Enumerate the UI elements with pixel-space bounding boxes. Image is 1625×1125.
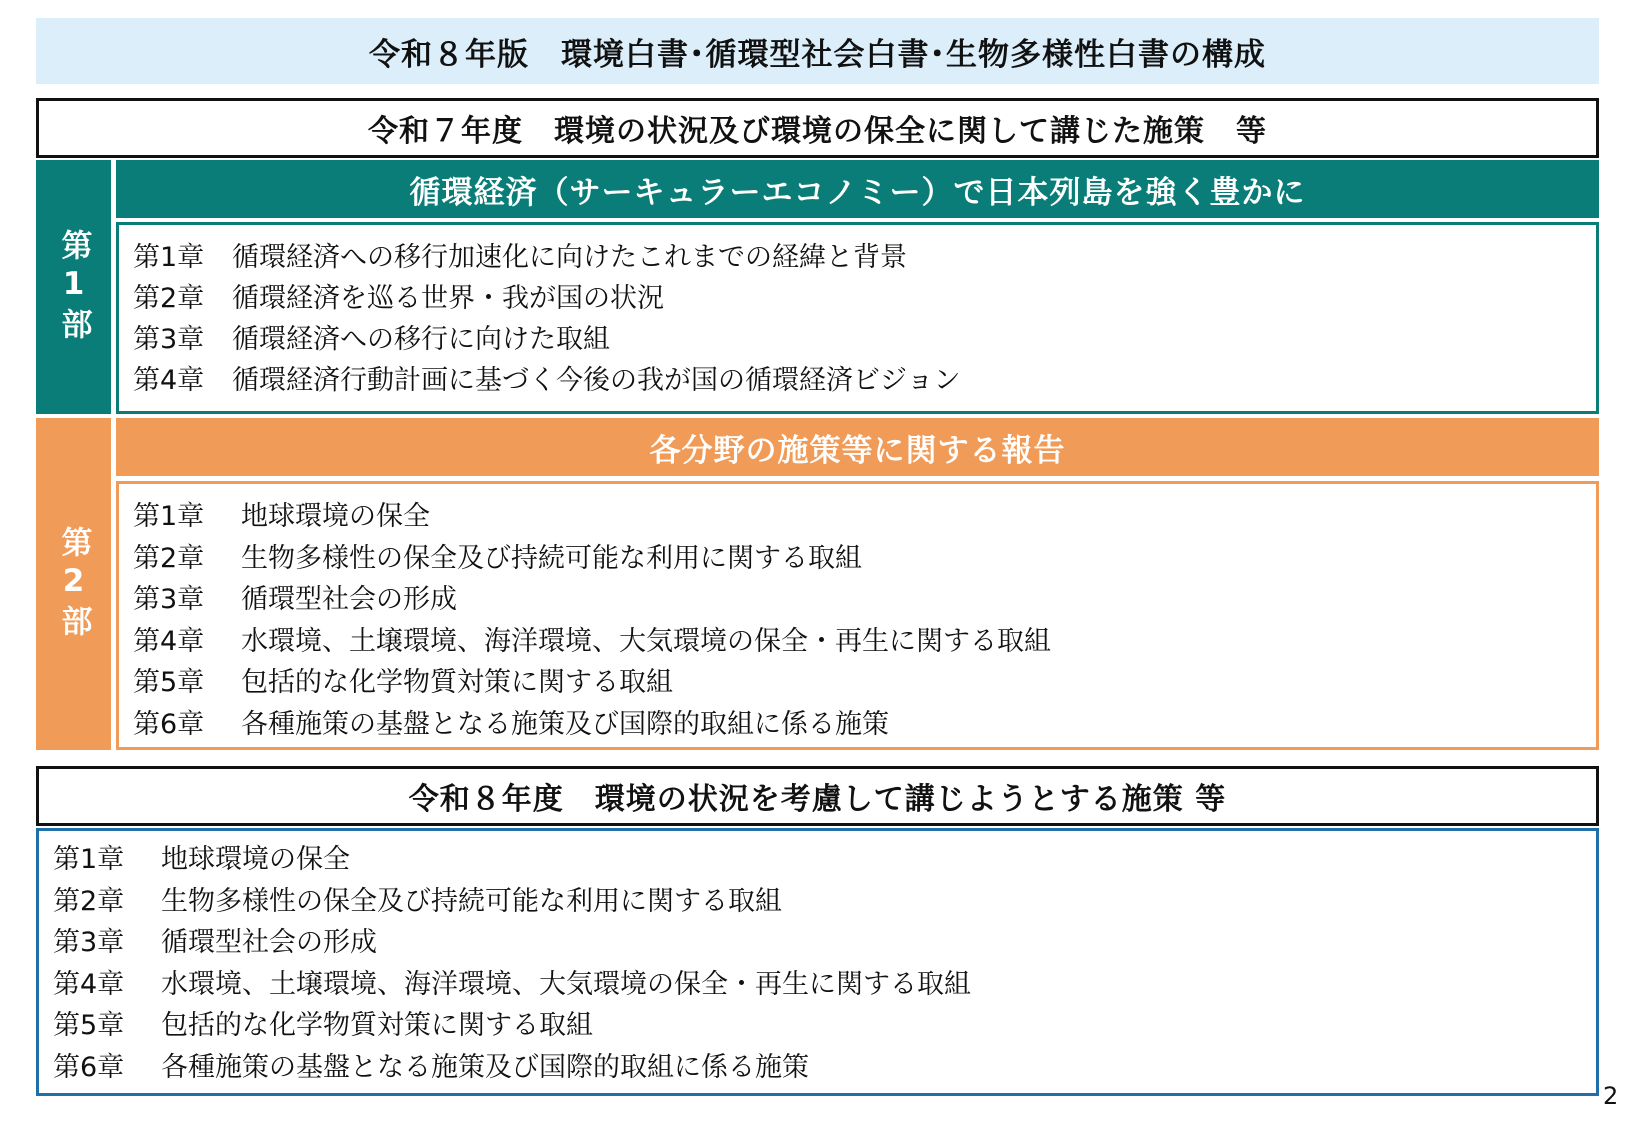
chapter-title: 生物多様性の保全及び持続可能な利用に関する取組 (161, 885, 782, 917)
section-header-fy7: 令和７年度 環境の状況及び環境の保全に関して講じた施策 等 (36, 98, 1599, 158)
chapter-title: 包括的な化学物質対策に関する取組 (241, 667, 673, 698)
part-2-label-text: 第2部 (55, 526, 92, 642)
part-1-label (36, 160, 111, 414)
chapter-item (53, 881, 1582, 923)
chapter-title: 循環経済への移行加速化に向けたこれまでの経緯と背景 (232, 242, 907, 273)
chapter-item (53, 839, 1582, 881)
chapter-number: 第4章 (133, 365, 205, 396)
chapter-number: 第4章 (133, 625, 205, 657)
page-number: 2 (1603, 1082, 1619, 1110)
chapter-title: 循環経済を巡る世界・我が国の状況 (232, 283, 664, 314)
section-2-chapter-list (36, 828, 1599, 1096)
part-1-banner: 循環経済（サーキュラーエコノミー）で日本列島を強く豊かに (116, 160, 1599, 218)
chapter-number: 第5章 (133, 667, 205, 698)
chapter-title: 地球環境の保全 (241, 501, 430, 532)
chapter-number: 第2章 (53, 885, 125, 917)
part-2-label (36, 418, 111, 750)
chapter-title: 循環経済行動計画に基づく今後の我が国の循環経済ビジョン (232, 365, 961, 396)
chapter-item (133, 662, 1582, 704)
chapter-item (133, 360, 1582, 401)
chapter-item (53, 1047, 1582, 1089)
chapter-title: 水環境、土壌環境、海洋環境、大気環境の保全・再生に関する取組 (241, 625, 1051, 657)
chapter-item (133, 704, 1582, 746)
chapter-item (133, 237, 1582, 278)
chapter-number: 第6章 (133, 708, 205, 740)
chapter-title: 循環経済への移行に向けた取組 (232, 324, 610, 355)
chapter-number: 第6章 (53, 1051, 125, 1083)
chapter-number: 第3章 (133, 324, 205, 355)
chapter-title: 循環型社会の形成 (161, 927, 377, 958)
chapter-number: 第1章 (133, 242, 205, 273)
part-2-chapter-list (116, 481, 1599, 750)
chapter-item (133, 538, 1582, 580)
chapter-title: 生物多様性の保全及び持続可能な利用に関する取組 (241, 542, 862, 574)
chapter-number: 第1章 (133, 501, 205, 532)
chapter-number: 第4章 (53, 968, 125, 1000)
chapter-title: 循環型社会の形成 (241, 584, 457, 615)
chapter-number: 第5章 (53, 1010, 125, 1041)
chapter-number: 第3章 (53, 927, 125, 958)
chapter-item (133, 621, 1582, 663)
chapter-number: 第2章 (133, 283, 205, 314)
chapter-title: 各種施策の基盤となる施策及び国際的取組に係る施策 (161, 1051, 809, 1083)
chapter-item (53, 964, 1582, 1006)
chapter-item (133, 496, 1582, 538)
page-title: 令和８年版 環境白書･循環型社会白書･生物多様性白書の構成 (36, 18, 1599, 84)
section-header-fy8: 令和８年度 環境の状況を考慮して講じようとする施策 等 (36, 766, 1599, 826)
chapter-title: 包括的な化学物質対策に関する取組 (161, 1010, 593, 1041)
part-1-chapter-list (116, 222, 1599, 414)
chapter-item (53, 922, 1582, 964)
part-1-label-text: 第1部 (55, 229, 92, 345)
chapter-number: 第1章 (53, 844, 125, 875)
chapter-item (133, 319, 1582, 360)
chapter-item (53, 1005, 1582, 1047)
chapter-title: 各種施策の基盤となる施策及び国際的取組に係る施策 (241, 708, 889, 740)
chapter-item (133, 579, 1582, 621)
part-2-banner: 各分野の施策等に関する報告 (116, 418, 1599, 476)
chapter-number: 第2章 (133, 542, 205, 574)
chapter-number: 第3章 (133, 584, 205, 615)
chapter-title: 水環境、土壌環境、海洋環境、大気環境の保全・再生に関する取組 (161, 968, 971, 1000)
chapter-title: 地球環境の保全 (161, 844, 350, 875)
chapter-item (133, 278, 1582, 319)
